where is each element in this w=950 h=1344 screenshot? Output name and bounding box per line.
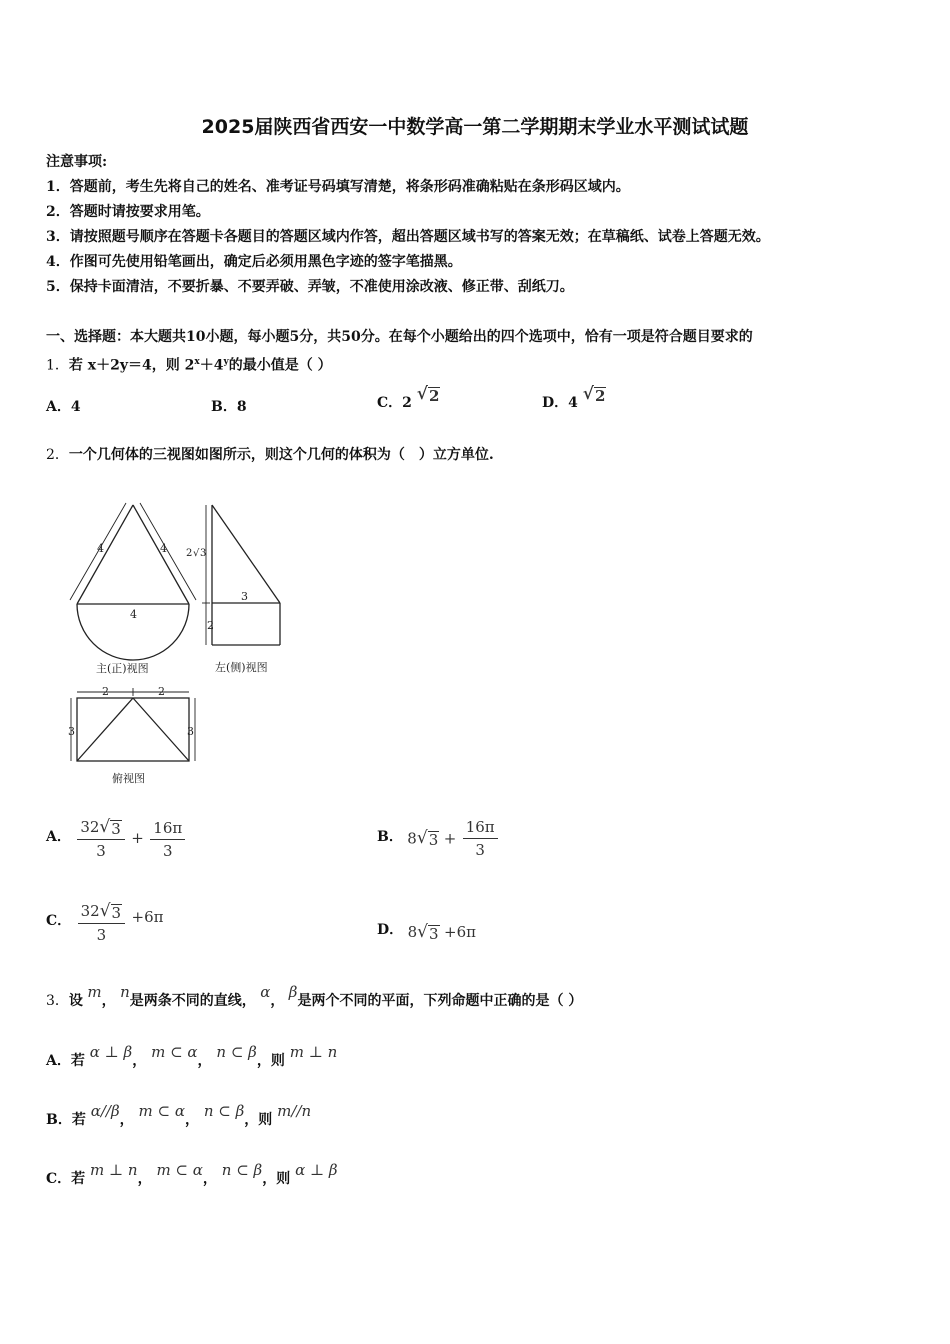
top-view-caption: 俯视图 bbox=[112, 772, 145, 785]
option-coef: 4 bbox=[568, 395, 578, 411]
var-m: m bbox=[87, 983, 102, 1001]
option-label: D． bbox=[377, 922, 404, 938]
q1-option-d[interactable] bbox=[542, 384, 606, 413]
fraction bbox=[78, 902, 125, 944]
section-heading: 一、选择题：本大题共10小题，每小题5分，共50分。在每个小题给出的四个选项中，恰有一项是符合题目要求的 bbox=[46, 329, 753, 345]
conclusion: m ⊥ n bbox=[289, 1043, 338, 1061]
denominator: 3 bbox=[163, 841, 173, 860]
front-view bbox=[70, 503, 196, 660]
option-label: C． bbox=[46, 1171, 72, 1187]
q1-option-b[interactable] bbox=[211, 397, 247, 417]
option-tail: 6π bbox=[456, 923, 476, 941]
condition-2: m ⊂ α bbox=[151, 1043, 198, 1061]
q1-stem-b: ＋4 bbox=[199, 357, 224, 374]
top-rect bbox=[77, 698, 189, 761]
radical-sign: √ bbox=[582, 384, 594, 404]
radical-sign: √ bbox=[99, 901, 111, 921]
front-base-label: 4 bbox=[130, 608, 137, 621]
numerator: 16π bbox=[150, 819, 185, 840]
notice-heading: 注意事项: bbox=[46, 154, 108, 170]
top-left-diagonal bbox=[77, 698, 133, 761]
q2-option-b[interactable] bbox=[377, 818, 500, 859]
numerator bbox=[78, 902, 125, 924]
radical-sign: √ bbox=[416, 828, 428, 848]
plus-sign: + bbox=[443, 923, 457, 941]
q2-option-c[interactable] bbox=[46, 902, 164, 944]
fraction bbox=[463, 818, 498, 859]
page-title: 2025届陕西省西安一中数学高一第二学期期末学业水平测试试题 bbox=[201, 116, 749, 138]
question-1-stem bbox=[46, 352, 332, 376]
top-view bbox=[71, 688, 195, 761]
num-coef: 32 bbox=[80, 902, 100, 920]
plus-sign: + bbox=[131, 829, 144, 847]
option-text: 4 bbox=[70, 399, 81, 415]
condition-2: m ⊂ α bbox=[138, 1102, 185, 1120]
side-height-coef: 2 bbox=[186, 548, 193, 559]
q1-option-a[interactable] bbox=[46, 397, 81, 417]
radicand: 3 bbox=[111, 904, 122, 922]
notice-item-3: 3．请按照题号顺序在答题卡各题目的答题区域内作答，超出答题区域书写的答案无效；在草稿纸、试卷上答题无效。 bbox=[46, 229, 770, 245]
q1-sup-y: y bbox=[223, 357, 229, 367]
top-right-width-label: 2 bbox=[158, 685, 165, 698]
var-beta: β bbox=[288, 983, 298, 1001]
conclusion: α ⊥ β bbox=[295, 1161, 338, 1179]
condition-3: n ⊂ β bbox=[216, 1043, 257, 1061]
sqrt-expr bbox=[99, 818, 121, 837]
condition-3: n ⊂ β bbox=[203, 1102, 245, 1120]
numerator bbox=[77, 818, 124, 840]
q2-option-a[interactable] bbox=[46, 818, 187, 860]
front-left-edge bbox=[77, 505, 133, 604]
radicand: 3 bbox=[428, 924, 439, 943]
word-ze: 则 bbox=[258, 1112, 273, 1128]
top-right-height-label: 3 bbox=[187, 725, 194, 738]
condition-1: α ⊥ β bbox=[89, 1043, 133, 1061]
plus-sign: + bbox=[443, 829, 457, 848]
option-label: D． bbox=[542, 395, 569, 411]
plus-sign: + bbox=[131, 908, 145, 926]
top-left-height-label: 3 bbox=[68, 725, 75, 738]
q2-option-d[interactable] bbox=[377, 922, 476, 942]
denominator: 3 bbox=[96, 926, 107, 944]
option-coef: 8 bbox=[407, 829, 417, 848]
option-label: C． bbox=[46, 913, 72, 929]
option-coef: 2 bbox=[402, 395, 412, 411]
sqrt-expr bbox=[417, 385, 441, 404]
front-edge-left-label: 4 bbox=[97, 542, 104, 555]
side-lower-label: 2 bbox=[207, 619, 214, 632]
front-edge-right-label: 4 bbox=[160, 542, 167, 555]
numerator: 16π bbox=[463, 818, 498, 839]
side-height-radical: √ bbox=[193, 548, 200, 559]
radical-sign: √ bbox=[99, 817, 111, 837]
q3-word: 设 bbox=[68, 993, 83, 1009]
sqrt-expr bbox=[417, 923, 439, 942]
option-label: A． bbox=[46, 829, 71, 845]
q1-sup-x: x bbox=[194, 357, 200, 367]
q3-option-a[interactable]: A．若 α ⊥ β， m ⊂ α， n ⊂ β，则 m ⊥ n bbox=[46, 1043, 338, 1069]
conclusion: m//n bbox=[277, 1102, 312, 1120]
radicand: 2 bbox=[428, 387, 440, 405]
q2-stem-text: 一个几何体的三视图如图所示，则这个几何的体积为（ ）立方单位. bbox=[68, 447, 494, 463]
denominator: 3 bbox=[96, 842, 106, 860]
denominator: 3 bbox=[475, 841, 485, 859]
side-slant-edge bbox=[212, 505, 280, 603]
fraction bbox=[150, 819, 185, 860]
word-ze: 则 bbox=[276, 1171, 291, 1187]
condition-3: n ⊂ β bbox=[221, 1161, 263, 1179]
word-ruo: 若 bbox=[70, 1053, 85, 1069]
option-label: B． bbox=[46, 1112, 72, 1128]
q3-option-b[interactable]: B．若 α//β， m ⊂ α， n ⊂ β，则 m//n bbox=[46, 1102, 312, 1128]
notice-item-4: 4．作图可先使用铅笔画出，确定后必须用黑色字迹的签字笔描黑。 bbox=[46, 254, 462, 270]
num-coef: 32 bbox=[80, 818, 100, 836]
option-tail: 6π bbox=[144, 908, 164, 926]
comma: ， bbox=[101, 993, 116, 1009]
top-right-diagonal bbox=[133, 698, 189, 761]
option-label: C． bbox=[377, 395, 403, 411]
condition-1: m ⊥ n bbox=[90, 1161, 138, 1179]
condition-2: m ⊂ α bbox=[156, 1161, 203, 1179]
notice-item-1: 1．答题前，考生先将自己的姓名、准考证号码填写清楚，将条形码准确粘贴在条形码区域内。 bbox=[46, 179, 630, 195]
question-number: 1． bbox=[46, 357, 69, 374]
radicand: 3 bbox=[111, 820, 121, 838]
option-label: A． bbox=[46, 399, 71, 415]
fraction bbox=[77, 818, 124, 860]
radicand: 2 bbox=[594, 387, 606, 405]
q1-stem-a: 若 x＋2y＝4，则 2 bbox=[68, 357, 195, 374]
question-number: 3． bbox=[46, 993, 69, 1009]
notice-item-5: 5．保持卡面清洁，不要折暴、不要弄破、弄皱，不准使用涂改液、修正带、刮纸刀。 bbox=[46, 279, 574, 295]
word-ruo: 若 bbox=[71, 1171, 86, 1187]
option-coef: 8 bbox=[407, 923, 418, 941]
option-label: A． bbox=[46, 1053, 71, 1069]
sqrt-expr bbox=[417, 829, 439, 848]
three-view-figure bbox=[60, 495, 300, 795]
side-height-radicand: 3 bbox=[200, 548, 207, 559]
question-2-stem bbox=[46, 445, 494, 465]
q1-stem-c: 的最小值是（ ） bbox=[228, 357, 332, 374]
option-label: B． bbox=[377, 828, 403, 845]
side-view-caption: 左(侧)视图 bbox=[215, 661, 268, 674]
front-view-caption: 主(正)视图 bbox=[96, 662, 149, 675]
radical-sign: √ bbox=[416, 384, 428, 404]
radicand: 3 bbox=[428, 831, 439, 849]
word-ze: 则 bbox=[270, 1053, 285, 1069]
comma: ， bbox=[270, 993, 285, 1009]
sqrt-expr bbox=[583, 385, 607, 404]
option-label: B． bbox=[211, 399, 237, 415]
q3-option-c[interactable]: C．若 m ⊥ n， m ⊂ α， n ⊂ β，则 α ⊥ β bbox=[46, 1161, 338, 1187]
word-ruo: 若 bbox=[71, 1112, 86, 1128]
var-alpha: α bbox=[260, 983, 271, 1001]
side-width-label: 3 bbox=[241, 590, 248, 603]
q1-option-c[interactable] bbox=[377, 384, 440, 413]
condition-1: α//β bbox=[90, 1102, 120, 1120]
q3-tail-text: 是两个不同的平面，下列命题中正确的是（ ） bbox=[297, 993, 583, 1009]
radical-sign: √ bbox=[417, 921, 428, 942]
top-left-width-label: 2 bbox=[102, 685, 109, 698]
notice-item-2: 2．答题时请按要求用笔。 bbox=[46, 204, 210, 220]
q3-mid-text: 是两条不同的直线， bbox=[129, 993, 256, 1009]
question-3-stem bbox=[46, 983, 583, 1011]
question-number: 2． bbox=[46, 447, 69, 463]
option-text: 8 bbox=[236, 399, 247, 415]
var-n: n bbox=[120, 983, 130, 1001]
sqrt-expr bbox=[100, 902, 122, 921]
